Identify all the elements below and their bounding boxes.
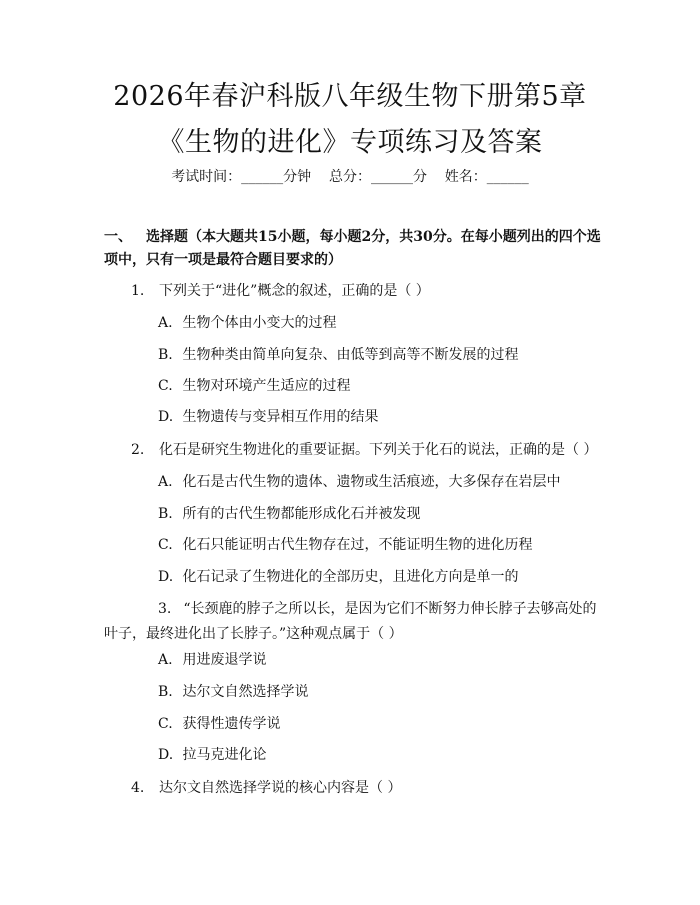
question-text: “长颈鹿的脖子之所以长，是因为它们不断努力伸长脖子去够高处的叶子，最终进化出了长脖子。”这种观点属于（ ） xyxy=(104,601,597,642)
option-3b: B. 达尔文自然选择学说 xyxy=(158,684,309,700)
option-2a: A. 化石是古代生物的遗体、遗物或生活痕迹，大多保存在岩层中 xyxy=(158,474,561,490)
section-heading xyxy=(104,226,609,272)
option-2b: B. 所有的古代生物都能形成化石并被发现 xyxy=(158,506,421,522)
option-1d: D. 生物遗传与变异相互作用的结果 xyxy=(158,409,379,425)
exam-info-line: 考试时间：______分钟 总分：______分 姓名：______ xyxy=(171,169,529,185)
question-number: 3. xyxy=(158,601,172,617)
option-2c: C. 化石只能证明古代生物存在过，不能证明生物的进化历程 xyxy=(158,537,533,553)
question-text: 化石是研究生物进化的重要证据。下列关于化石的说法，正确的是（ ） xyxy=(159,442,598,458)
option-2d: D. 化石记录了生物进化的全部历史，且进化方向是单一的 xyxy=(158,569,519,585)
option-3a: A. 用进废退学说 xyxy=(158,652,267,668)
option-1b: B. 生物种类由简单向复杂、由低等到高等不断发展的过程 xyxy=(158,347,519,363)
section-number: 一、 xyxy=(104,229,132,245)
option-3c: C. 获得性遗传学说 xyxy=(158,716,281,732)
question-3 xyxy=(104,597,609,647)
question-text: 下列关于“进化”概念的叙述，正确的是（ ） xyxy=(159,283,430,299)
option-3d: D. 拉马克进化论 xyxy=(158,747,267,763)
question-number: 1. xyxy=(131,283,145,299)
section-text: 选择题（本大题共15小题，每小题2分，共30分。在每小题列出的四个选项中，只有一项是最符合题目要求的） xyxy=(104,229,601,268)
question-text: 达尔文自然选择学说的核心内容是（ ） xyxy=(159,780,402,796)
question-number: 2. xyxy=(131,442,145,458)
option-1c: C. 生物对环境产生适应的过程 xyxy=(158,378,351,394)
document-title: 2026年春沪科版八年级生物下册第5章《生物的进化》专项练习及答案 xyxy=(113,81,587,158)
question-1 xyxy=(104,279,609,304)
question-4 xyxy=(104,776,609,801)
question-number: 4. xyxy=(131,780,145,796)
question-2 xyxy=(104,438,609,463)
option-1a: A. 生物个体由小变大的过程 xyxy=(158,315,337,331)
